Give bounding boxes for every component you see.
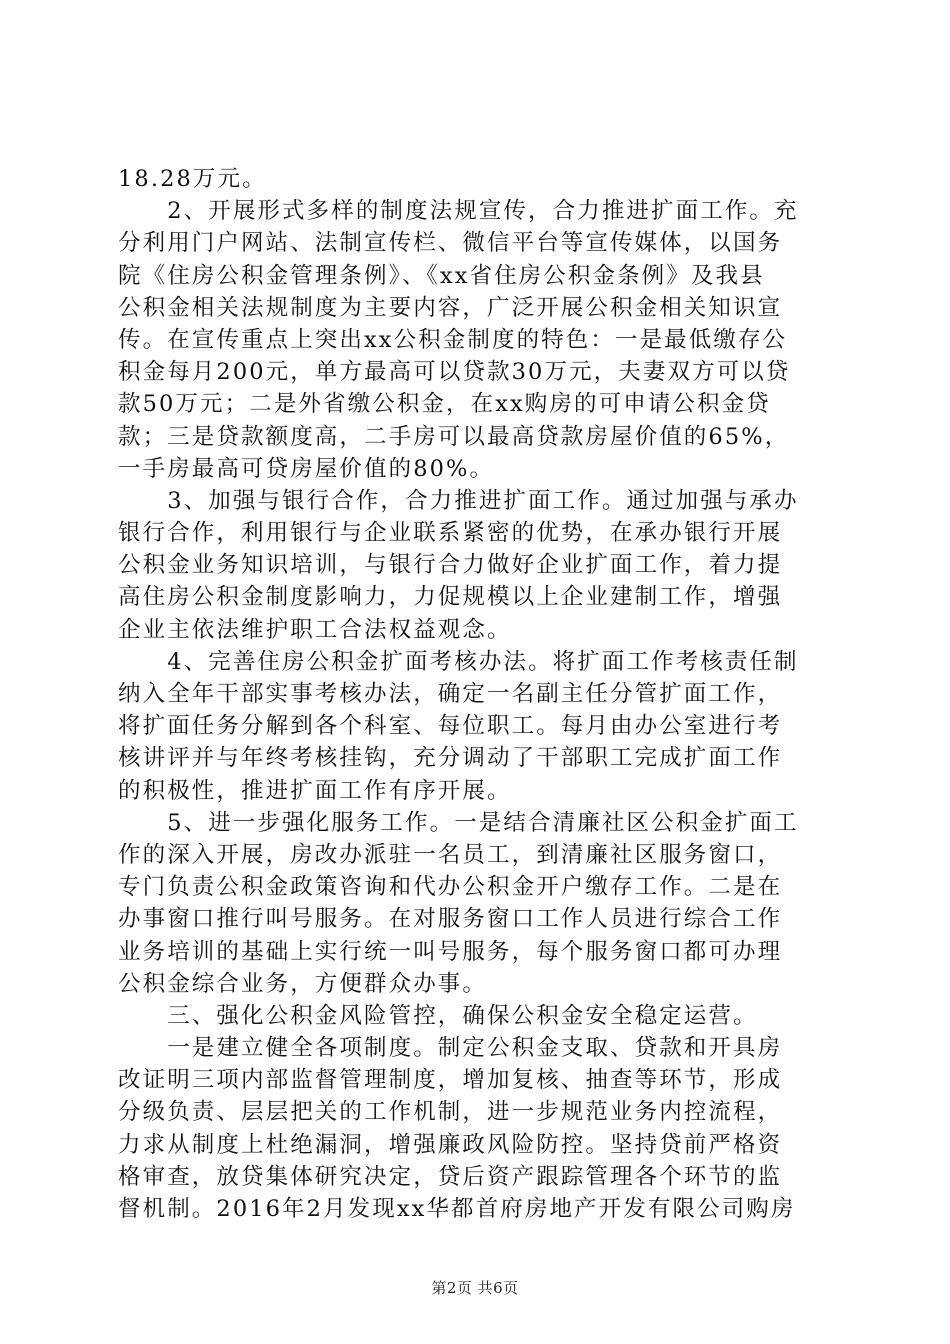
text-line: 积金每月200元，单方最高可以贷款30万元，夫妻双方可以贷: [118, 359, 791, 386]
text-line: 企业主依法维护职工合法权益观念。: [118, 616, 512, 643]
text-line: 传。在宣传重点上突出xx公积金制度的特色：一是最低缴存公: [118, 326, 788, 353]
text-line: 专门负责公积金政策咨询和代办公积金开户缴存工作。二是在: [118, 874, 783, 901]
text-line: 一手房最高可贷房屋价值的80%。: [118, 455, 495, 482]
text-line: 院《住房公积金管理条例》、《xx省住房公积金条例》及我县: [118, 262, 765, 289]
text-line: 银行合作，利用银行与企业联系紧密的优势，在承办银行开展: [118, 520, 783, 547]
text-line: 改证明三项内部监督管理制度，增加复核、抽查等环节，形成: [118, 1067, 783, 1094]
text-line: 分利用门户网站、法制宣传栏、微信平台等宣传媒体，以国务: [118, 230, 783, 257]
text-line: 纳入全年干部实事考核办法，确定一名副主任分管扩面工作，: [118, 681, 783, 707]
text-line: 公积金综合业务，方便群众办事。: [118, 970, 488, 997]
text-line: 格审查，放贷集体研究决定，贷后资产跟踪管理各个环节的监: [118, 1163, 783, 1190]
text-line: 款；三是贷款额度高，二手房可以最高贷款房屋价值的65%，: [118, 423, 790, 450]
text-line: 的积极性，推进扩面工作有序开展。: [118, 777, 512, 804]
document-body: [118, 163, 833, 1225]
text-line: 5、进一步强化服务工作。一是结合清廉社区公积金扩面工: [118, 809, 799, 836]
text-line: 一是建立健全各项制度。制定公积金支取、贷款和开具房: [118, 1035, 783, 1062]
text-line: 督机制。2016年2月发现xx华都首府房地产开发有限公司购房: [118, 1196, 796, 1222]
text-line: 3、加强与银行合作，合力推进扩面工作。通过加强与承办: [118, 487, 799, 514]
text-line: 业务培训的基础上实行统一叫号服务，每个服务窗口都可办理: [118, 938, 783, 965]
page-footer: 第2页 共6页: [431, 1279, 519, 1297]
text-line: 三、强化公积金风险管控，确保公积金安全稳定运营。: [118, 1002, 758, 1029]
text-line: 核讲评并与年终考核挂钩，充分调动了干部职工完成扩面工作: [118, 745, 783, 772]
text-line: 办事窗口推行叫号服务。在对服务窗口工作人员进行综合工作: [118, 906, 783, 933]
text-line: 分级负责、层层把关的工作机制，进一步规范业务内控流程，: [118, 1099, 783, 1126]
text-line: 4、完善住房公积金扩面考核办法。将扩面工作考核责任制: [118, 648, 799, 675]
text-line: 公积金业务知识培训，与银行合力做好企业扩面工作，着力提: [118, 552, 783, 579]
text-line: 将扩面任务分解到各个科室、每位职工。每月由办公室进行考: [118, 713, 783, 740]
text-line: 公积金相关法规制度为主要内容，广泛开展公积金相关知识宣: [118, 294, 783, 321]
text-line: 力求从制度上杜绝漏洞，增强廉政风险防控。坚持贷前严格资: [118, 1131, 783, 1158]
text-line: 18.28万元。: [118, 166, 267, 192]
text-line: 作的深入开展，房改办派驻一名员工，到清廉社区服务窗口，: [118, 841, 783, 868]
text-line: 高住房公积金制度影响力，力促规模以上企业建制工作，增强: [118, 584, 783, 611]
text-line: 款50万元；二是外省缴公积金，在xx购房的可申请公积金贷: [118, 391, 771, 418]
text-line: 2、开展形式多样的制度法规宣传，合力推进扩面工作。充: [118, 198, 799, 225]
